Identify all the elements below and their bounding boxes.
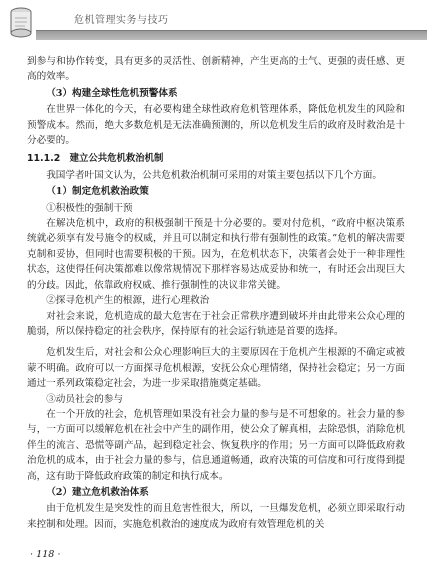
page-header [0, 0, 427, 44]
paragraph-root-cause-a: 对社会来说，危机造成的最大危害在于社会正常秩序遭到破坏并由此带来公众心理的脆弱，所以保持稳定的社会秩序，保持原有的社会运行轨迹是首要的选择。 [27, 310, 405, 337]
subheading-mobilize: ③动员社会的参与 [46, 393, 123, 405]
paragraph-system: 由于危机发生是突发性的而且危害性很大，所以，一旦爆发危机，必须立即采取行动来控制和处理。因而，实施危机救治的速度成为政府有效管理危机的关 [27, 503, 405, 530]
heading-global-warning: （3）构建全球性危机预警体系 [46, 87, 178, 99]
paragraph-root-cause-b: 危机发生后，对社会和公众心理影响巨大的主要原因在于危机产生根源的不确定或被蒙不明确。政府可以一方面探寻危机根源，安抚公众心理情绪，保持社会稳定；另一方面通过一系列政策稳定社会，为进一步采取措施奠定基础。 [27, 347, 405, 390]
heading-policy: （1）制定危机救治政策 [46, 186, 149, 198]
paragraph-intro: 到参与和协作转变，具有更多的灵活性、创新精神，产生更高的士气、更强的责任感、更高的效率。 [27, 56, 405, 83]
paragraph-global: 在世界一体化的今天，有必要构建全球性政府危机管理体系，降低危机发生的风险和预警成本。然而，绝大多数危机是无法准确预测的，所以危机发生后的政府及时救治是十分必要的。 [27, 104, 405, 147]
section-heading: 11.1.2 建立公共危机救治机制 [27, 153, 164, 165]
page-number: · 118 · [30, 549, 61, 560]
heading-system: （2）建立危机救治体系 [46, 486, 149, 498]
subheading-intervention: ①积极性的强制干预 [46, 202, 133, 214]
scroll-icon [6, 6, 36, 40]
paragraph-intervention: 在解决危机中，政府的积极强制干预是十分必要的。要对付危机，“政府中枢决策系统就必须享有发号施令的权威，并且可以制定和执行带有强制性的政策。”危机的解决需要克制和妥协，但同时也需要积极的干预。因为，在危机状态下，决策者会处于一种非理性状态，这使得任何决策都难以像常规情况下那样容易达成妥协和统一，有时还会出现巨大的分歧。因此，依靠政府权威、推行强制性的决议非常关键。 [27, 218, 405, 291]
paragraph-mobilize: 在一个开放的社会，危机管理如果没有社会力量的参与是不可想象的。社会力量的参与，一方面可以缓解危机在社会中产生的副作用，使公众了解真相，去除恐惧，消除危机伴生的流言、恐慌等副产品，起到稳定社会、恢复秩序的作用；另一方面可以降低政府救治危机的成本，由于社会力量的参与，信息通道畅通，政府决策的可信度和可行度得到提高，这有助于降低政府政策的制定和执行成本。 [27, 408, 405, 482]
paragraph-section-intro: 我国学者叶国文认为，公共危机救治机制可采用的对策主要包括以下几个方面。 [46, 169, 382, 181]
subheading-root-cause: ②探寻危机产生的根源，进行心理救治 [46, 295, 210, 307]
header-rule [36, 30, 427, 40]
page-content [27, 54, 405, 532]
header-title: 危机管理实务与技巧 [74, 15, 169, 26]
